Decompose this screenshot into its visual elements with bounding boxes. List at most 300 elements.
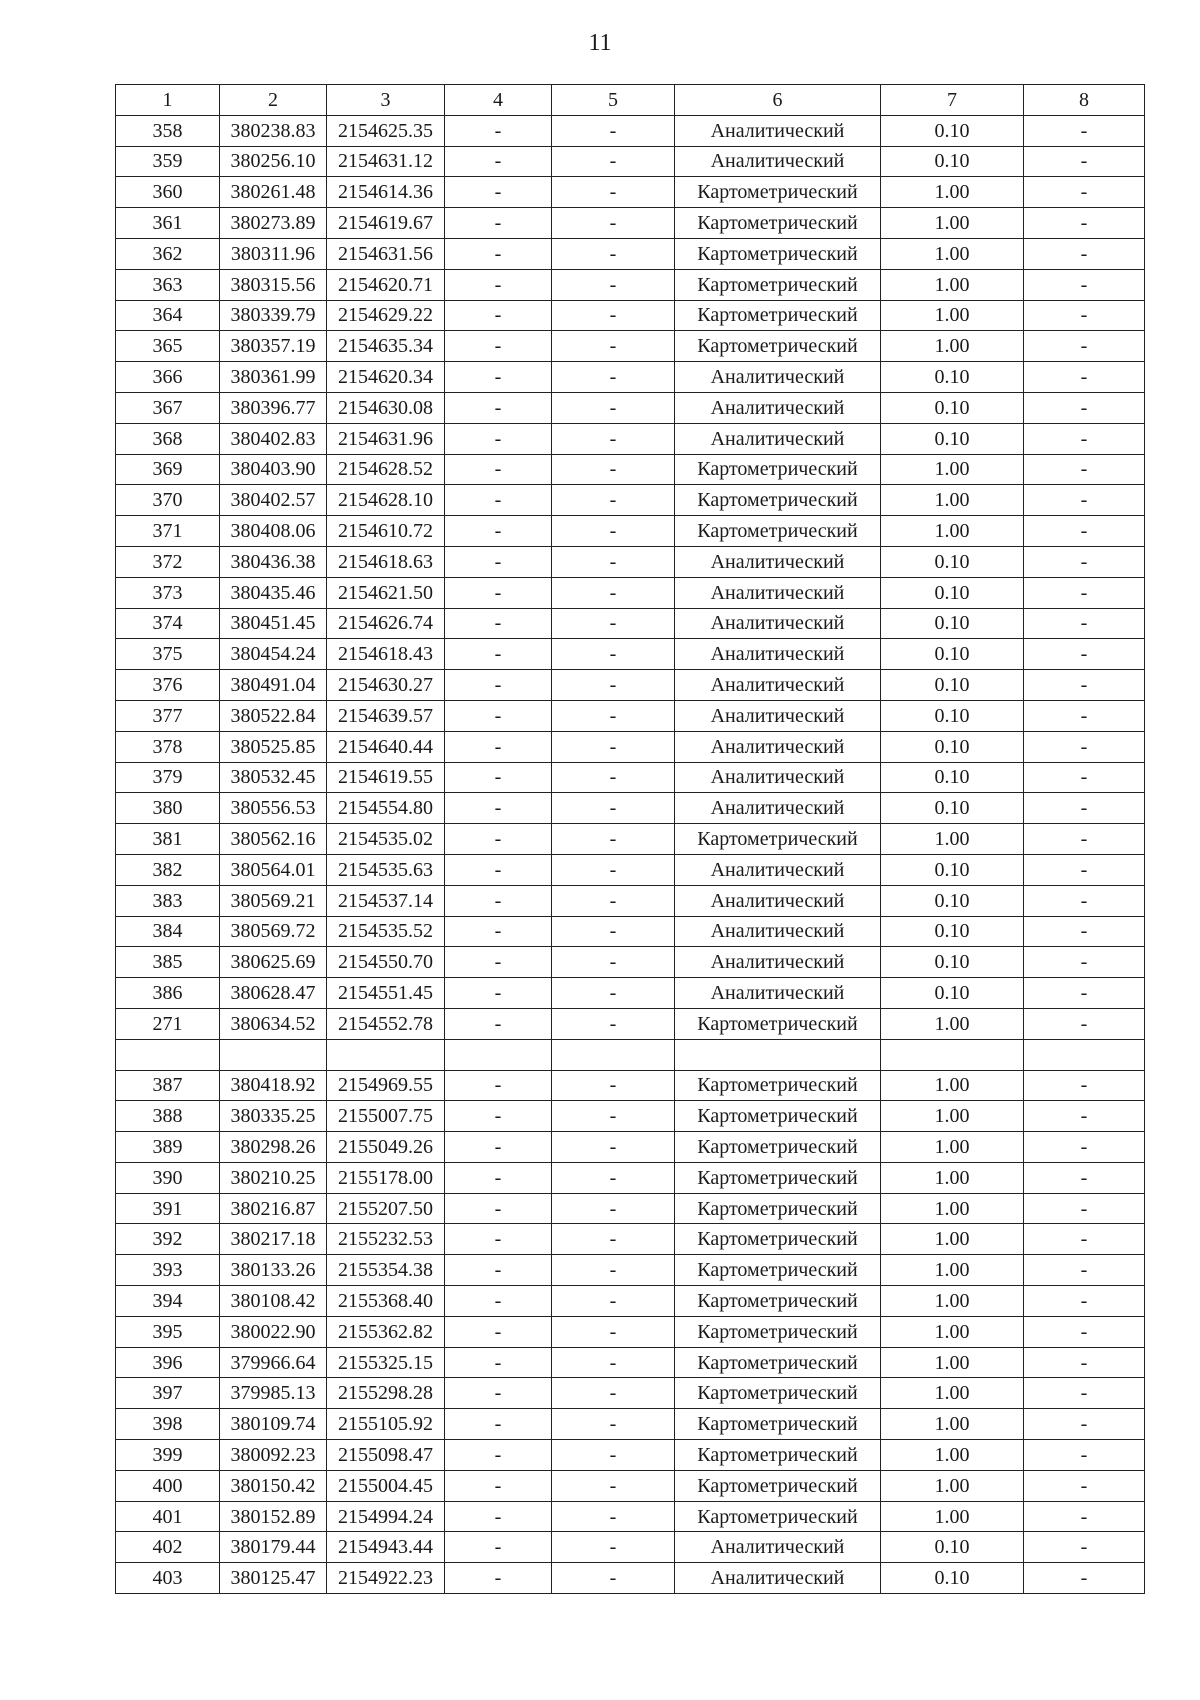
accuracy-cell: 1.00 [881, 1286, 1024, 1317]
table-row [116, 1409, 1145, 1440]
y-coordinate-cell: 2154552.78 [327, 1008, 445, 1039]
column-4-cell: - [445, 485, 552, 516]
column-4-cell: - [445, 731, 552, 762]
column-5-cell: - [552, 1193, 675, 1224]
y-coordinate-cell: 2154535.63 [327, 854, 445, 885]
column-4-cell: - [445, 1563, 552, 1594]
accuracy-cell: 1.00 [881, 1070, 1024, 1101]
table-row [116, 1440, 1145, 1471]
column-5-cell: - [552, 1224, 675, 1255]
column-8-cell: - [1024, 854, 1145, 885]
y-coordinate-cell: 2154631.56 [327, 238, 445, 269]
table-row [116, 1039, 1145, 1070]
x-coordinate-cell: 380562.16 [220, 824, 327, 855]
table-row [116, 1132, 1145, 1163]
method-cell: Картометрический [675, 177, 881, 208]
table-row [116, 1563, 1145, 1594]
column-8-cell: - [1024, 392, 1145, 423]
method-cell: Картометрический [675, 824, 881, 855]
accuracy-cell: 1.00 [881, 1470, 1024, 1501]
accuracy-cell: 1.00 [881, 1224, 1024, 1255]
column-5-cell: - [552, 146, 675, 177]
point-number-cell: 400 [116, 1470, 220, 1501]
x-coordinate-cell: 380556.53 [220, 793, 327, 824]
column-5-cell: - [552, 485, 675, 516]
method-cell: Картометрический [675, 1501, 881, 1532]
x-coordinate-cell: 380125.47 [220, 1563, 327, 1594]
point-number-cell: 382 [116, 854, 220, 885]
column-5-cell: - [552, 1316, 675, 1347]
method-cell: Картометрический [675, 1162, 881, 1193]
method-cell: Аналитический [675, 854, 881, 885]
column-5-cell: - [552, 1070, 675, 1101]
point-number-cell: 395 [116, 1316, 220, 1347]
method-cell: Картометрический [675, 331, 881, 362]
table-row [116, 208, 1145, 239]
column-4-cell: - [445, 238, 552, 269]
accuracy-cell: 1.00 [881, 1501, 1024, 1532]
table-row [116, 1162, 1145, 1193]
x-coordinate-cell: 380569.72 [220, 916, 327, 947]
accuracy-cell: 1.00 [881, 1008, 1024, 1039]
y-coordinate-cell: 2154618.43 [327, 639, 445, 670]
column-8-cell: - [1024, 1440, 1145, 1471]
table-row [116, 423, 1145, 454]
method-cell: Картометрический [675, 1286, 881, 1317]
y-coordinate-cell: 2154922.23 [327, 1563, 445, 1594]
table-row [116, 1193, 1145, 1224]
method-cell: Аналитический [675, 670, 881, 701]
method-cell: Аналитический [675, 362, 881, 393]
column-8-cell: - [1024, 146, 1145, 177]
column-4-cell: - [445, 700, 552, 731]
table-row [116, 1316, 1145, 1347]
accuracy-cell: 0.10 [881, 762, 1024, 793]
method-cell: Картометрический [675, 1470, 881, 1501]
method-cell: Картометрический [675, 516, 881, 547]
method-cell: Аналитический [675, 423, 881, 454]
column-5-cell: - [552, 1470, 675, 1501]
column-8-cell: - [1024, 331, 1145, 362]
x-coordinate-cell: 380273.89 [220, 208, 327, 239]
column-8-cell: - [1024, 1286, 1145, 1317]
point-number-cell: 378 [116, 731, 220, 762]
table-row [116, 146, 1145, 177]
column-5-cell: - [552, 1008, 675, 1039]
column-5-cell: - [552, 238, 675, 269]
accuracy-cell: 1.00 [881, 300, 1024, 331]
column-4-cell: - [445, 146, 552, 177]
method-cell: Аналитический [675, 731, 881, 762]
accuracy-cell: 1.00 [881, 516, 1024, 547]
point-number-cell: 392 [116, 1224, 220, 1255]
table-row [116, 916, 1145, 947]
point-number-cell: 363 [116, 269, 220, 300]
table-row [116, 115, 1145, 146]
column-8-cell: - [1024, 608, 1145, 639]
y-coordinate-cell: 2155207.50 [327, 1193, 445, 1224]
table-row [116, 762, 1145, 793]
method-cell: Картометрический [675, 1255, 881, 1286]
column-8-cell: - [1024, 1563, 1145, 1594]
x-coordinate-cell: 380216.87 [220, 1193, 327, 1224]
point-number-cell: 377 [116, 700, 220, 731]
y-coordinate-cell [327, 1039, 445, 1070]
table-row [116, 1347, 1145, 1378]
column-header: 7 [881, 85, 1024, 116]
column-4-cell: - [445, 1101, 552, 1132]
column-header: 3 [327, 85, 445, 116]
column-5-cell: - [552, 1409, 675, 1440]
table-row [116, 546, 1145, 577]
column-8-cell: - [1024, 885, 1145, 916]
column-8-cell: - [1024, 916, 1145, 947]
table-row [116, 1378, 1145, 1409]
accuracy-cell: 0.10 [881, 608, 1024, 639]
point-number-cell: 361 [116, 208, 220, 239]
accuracy-cell: 1.00 [881, 208, 1024, 239]
column-4-cell: - [445, 300, 552, 331]
y-coordinate-cell: 2155105.92 [327, 1409, 445, 1440]
accuracy-cell: 1.00 [881, 177, 1024, 208]
accuracy-cell: 0.10 [881, 1563, 1024, 1594]
column-8-cell: - [1024, 700, 1145, 731]
point-number-cell: 390 [116, 1162, 220, 1193]
column-4-cell: - [445, 1501, 552, 1532]
x-coordinate-cell: 380315.56 [220, 269, 327, 300]
method-cell: Картометрический [675, 1101, 881, 1132]
column-8-cell: - [1024, 1255, 1145, 1286]
column-8-cell: - [1024, 824, 1145, 855]
point-number-cell: 393 [116, 1255, 220, 1286]
column-4-cell: - [445, 885, 552, 916]
column-5-cell: - [552, 978, 675, 1009]
x-coordinate-cell: 380436.38 [220, 546, 327, 577]
column-5-cell: - [552, 392, 675, 423]
column-4-cell: - [445, 1470, 552, 1501]
y-coordinate-cell: 2155098.47 [327, 1440, 445, 1471]
x-coordinate-cell: 380628.47 [220, 978, 327, 1009]
column-8-cell: - [1024, 423, 1145, 454]
x-coordinate-cell: 380625.69 [220, 947, 327, 978]
point-number-cell: 372 [116, 546, 220, 577]
column-4-cell: - [445, 793, 552, 824]
point-number-cell: 358 [116, 115, 220, 146]
accuracy-cell: 1.00 [881, 485, 1024, 516]
column-8-cell: - [1024, 577, 1145, 608]
method-cell: Аналитический [675, 115, 881, 146]
column-4-cell: - [445, 670, 552, 701]
column-8-cell: - [1024, 1378, 1145, 1409]
column-4-cell: - [445, 1162, 552, 1193]
column-5-cell: - [552, 854, 675, 885]
x-coordinate-cell: 380335.25 [220, 1101, 327, 1132]
column-4-cell: - [445, 177, 552, 208]
table-row [116, 392, 1145, 423]
x-coordinate-cell: 380298.26 [220, 1132, 327, 1163]
method-cell: Аналитический [675, 639, 881, 670]
accuracy-cell: 0.10 [881, 793, 1024, 824]
point-number-cell: 396 [116, 1347, 220, 1378]
method-cell: Аналитический [675, 1532, 881, 1563]
column-5-cell: - [552, 1347, 675, 1378]
x-coordinate-cell: 380491.04 [220, 670, 327, 701]
column-8-cell: - [1024, 670, 1145, 701]
column-5-cell: - [552, 916, 675, 947]
column-4-cell: - [445, 1440, 552, 1471]
x-coordinate-cell: 380532.45 [220, 762, 327, 793]
point-number-cell: 365 [116, 331, 220, 362]
method-cell: Аналитический [675, 146, 881, 177]
x-coordinate-cell: 380339.79 [220, 300, 327, 331]
method-cell: Картометрический [675, 1070, 881, 1101]
column-4-cell: - [445, 1255, 552, 1286]
column-4-cell: - [445, 392, 552, 423]
y-coordinate-cell: 2155298.28 [327, 1378, 445, 1409]
point-number-cell: 362 [116, 238, 220, 269]
point-number-cell: 380 [116, 793, 220, 824]
table-row [116, 639, 1145, 670]
point-number-cell: 388 [116, 1101, 220, 1132]
column-5-cell: - [552, 362, 675, 393]
x-coordinate-cell: 380261.48 [220, 177, 327, 208]
accuracy-cell: 0.10 [881, 362, 1024, 393]
y-coordinate-cell: 2154618.63 [327, 546, 445, 577]
column-4-cell: - [445, 269, 552, 300]
y-coordinate-cell: 2154629.22 [327, 300, 445, 331]
column-4-cell: - [445, 639, 552, 670]
column-8-cell: - [1024, 454, 1145, 485]
accuracy-cell: 0.10 [881, 854, 1024, 885]
x-coordinate-cell: 380522.84 [220, 700, 327, 731]
y-coordinate-cell: 2154620.71 [327, 269, 445, 300]
table-row [116, 1470, 1145, 1501]
method-cell: Аналитический [675, 793, 881, 824]
method-cell: Аналитический [675, 947, 881, 978]
column-8-cell: - [1024, 238, 1145, 269]
accuracy-cell: 1.00 [881, 1409, 1024, 1440]
column-5-cell: - [552, 1501, 675, 1532]
table-row [116, 978, 1145, 1009]
column-5-cell: - [552, 762, 675, 793]
column-4-cell: - [445, 854, 552, 885]
x-coordinate-cell: 380133.26 [220, 1255, 327, 1286]
column-5-cell: - [552, 639, 675, 670]
accuracy-cell: 1.00 [881, 1132, 1024, 1163]
y-coordinate-cell: 2155004.45 [327, 1470, 445, 1501]
column-4-cell: - [445, 208, 552, 239]
column-8-cell: - [1024, 516, 1145, 547]
y-coordinate-cell: 2154610.72 [327, 516, 445, 547]
y-coordinate-cell: 2155178.00 [327, 1162, 445, 1193]
method-cell: Картометрический [675, 300, 881, 331]
column-4-cell: - [445, 115, 552, 146]
table-row [116, 1286, 1145, 1317]
accuracy-cell: 1.00 [881, 1378, 1024, 1409]
point-number-cell: 402 [116, 1532, 220, 1563]
column-8-cell: - [1024, 1070, 1145, 1101]
y-coordinate-cell: 2154614.36 [327, 177, 445, 208]
column-5-cell: - [552, 824, 675, 855]
column-8-cell: - [1024, 1532, 1145, 1563]
column-5-cell: - [552, 546, 675, 577]
table-row [116, 454, 1145, 485]
method-cell: Аналитический [675, 978, 881, 1009]
table-row [116, 947, 1145, 978]
column-5-cell: - [552, 670, 675, 701]
method-cell: Картометрический [675, 1316, 881, 1347]
y-coordinate-cell: 2154635.34 [327, 331, 445, 362]
point-number-cell: 271 [116, 1008, 220, 1039]
table-row [116, 854, 1145, 885]
accuracy-cell: 0.10 [881, 392, 1024, 423]
point-number-cell: 368 [116, 423, 220, 454]
table-row [116, 1101, 1145, 1132]
x-coordinate-cell: 380150.42 [220, 1470, 327, 1501]
column-8-cell: - [1024, 978, 1145, 1009]
column-4-cell: - [445, 824, 552, 855]
method-cell: Картометрический [675, 269, 881, 300]
accuracy-cell: 0.10 [881, 115, 1024, 146]
column-5-cell: - [552, 947, 675, 978]
x-coordinate-cell [220, 1039, 327, 1070]
y-coordinate-cell: 2155232.53 [327, 1224, 445, 1255]
accuracy-cell: 0.10 [881, 546, 1024, 577]
point-number-cell: 386 [116, 978, 220, 1009]
column-5-cell: - [552, 1440, 675, 1471]
x-coordinate-cell: 380408.06 [220, 516, 327, 547]
point-number-cell: 359 [116, 146, 220, 177]
table-row [116, 700, 1145, 731]
column-8-cell: - [1024, 300, 1145, 331]
column-8-cell: - [1024, 1162, 1145, 1193]
column-4-cell: - [445, 362, 552, 393]
column-4-cell: - [445, 1132, 552, 1163]
y-coordinate-cell: 2154630.27 [327, 670, 445, 701]
column-8-cell: - [1024, 362, 1145, 393]
point-number-cell: 369 [116, 454, 220, 485]
x-coordinate-cell: 380152.89 [220, 1501, 327, 1532]
column-4-cell: - [445, 1224, 552, 1255]
table-row [116, 1255, 1145, 1286]
column-4-cell: - [445, 1193, 552, 1224]
y-coordinate-cell: 2155362.82 [327, 1316, 445, 1347]
y-coordinate-cell: 2154631.96 [327, 423, 445, 454]
accuracy-cell: 1.00 [881, 1347, 1024, 1378]
accuracy-cell: 1.00 [881, 454, 1024, 485]
x-coordinate-cell: 380418.92 [220, 1070, 327, 1101]
y-coordinate-cell: 2154551.45 [327, 978, 445, 1009]
point-number-cell: 398 [116, 1409, 220, 1440]
column-5-cell: - [552, 208, 675, 239]
method-cell: Аналитический [675, 546, 881, 577]
column-8-cell: - [1024, 546, 1145, 577]
column-5-cell: - [552, 731, 675, 762]
column-8-cell: - [1024, 1501, 1145, 1532]
point-number-cell: 366 [116, 362, 220, 393]
column-8-cell [1024, 1039, 1145, 1070]
column-4-cell: - [445, 546, 552, 577]
table-row [116, 608, 1145, 639]
x-coordinate-cell: 380634.52 [220, 1008, 327, 1039]
column-4-cell: - [445, 762, 552, 793]
column-header: 1 [116, 85, 220, 116]
point-number-cell: 375 [116, 639, 220, 670]
x-coordinate-cell: 380179.44 [220, 1532, 327, 1563]
point-number-cell: 383 [116, 885, 220, 916]
column-4-cell: - [445, 916, 552, 947]
point-number-cell [116, 1039, 220, 1070]
method-cell: Аналитический [675, 916, 881, 947]
column-8-cell: - [1024, 485, 1145, 516]
column-8-cell: - [1024, 1193, 1145, 1224]
x-coordinate-cell: 380022.90 [220, 1316, 327, 1347]
y-coordinate-cell: 2154639.57 [327, 700, 445, 731]
column-8-cell: - [1024, 1101, 1145, 1132]
y-coordinate-cell: 2154554.80 [327, 793, 445, 824]
column-header: 5 [552, 85, 675, 116]
x-coordinate-cell: 380109.74 [220, 1409, 327, 1440]
accuracy-cell: 0.10 [881, 577, 1024, 608]
accuracy-cell: 0.10 [881, 1532, 1024, 1563]
accuracy-cell: 1.00 [881, 1255, 1024, 1286]
accuracy-cell: 0.10 [881, 885, 1024, 916]
method-cell: Картометрический [675, 1409, 881, 1440]
x-coordinate-cell: 380311.96 [220, 238, 327, 269]
column-4-cell: - [445, 577, 552, 608]
column-8-cell: - [1024, 947, 1145, 978]
column-5-cell: - [552, 1255, 675, 1286]
y-coordinate-cell: 2154628.10 [327, 485, 445, 516]
y-coordinate-cell: 2154537.14 [327, 885, 445, 916]
column-5-cell: - [552, 516, 675, 547]
y-coordinate-cell: 2154620.34 [327, 362, 445, 393]
column-8-cell: - [1024, 115, 1145, 146]
column-8-cell: - [1024, 762, 1145, 793]
method-cell: Картометрический [675, 208, 881, 239]
method-cell: Картометрический [675, 454, 881, 485]
table-row [116, 824, 1145, 855]
method-cell: Картометрический [675, 1224, 881, 1255]
x-coordinate-cell: 380402.57 [220, 485, 327, 516]
column-5-cell: - [552, 177, 675, 208]
column-4-cell: - [445, 947, 552, 978]
column-5-cell: - [552, 331, 675, 362]
column-5-cell: - [552, 269, 675, 300]
method-cell: Аналитический [675, 700, 881, 731]
table-row [116, 269, 1145, 300]
x-coordinate-cell: 380238.83 [220, 115, 327, 146]
table-row [116, 1224, 1145, 1255]
y-coordinate-cell: 2154535.02 [327, 824, 445, 855]
table-row [116, 577, 1145, 608]
table-row [116, 177, 1145, 208]
column-4-cell: - [445, 1008, 552, 1039]
column-8-cell: - [1024, 269, 1145, 300]
column-8-cell: - [1024, 1008, 1145, 1039]
y-coordinate-cell: 2155007.75 [327, 1101, 445, 1132]
method-cell: Картометрический [675, 1347, 881, 1378]
table-row [116, 485, 1145, 516]
y-coordinate-cell: 2154619.55 [327, 762, 445, 793]
accuracy-cell: 0.10 [881, 146, 1024, 177]
point-number-cell: 376 [116, 670, 220, 701]
column-header: 4 [445, 85, 552, 116]
column-8-cell: - [1024, 793, 1145, 824]
point-number-cell: 394 [116, 1286, 220, 1317]
table-row [116, 516, 1145, 547]
table-row [116, 885, 1145, 916]
